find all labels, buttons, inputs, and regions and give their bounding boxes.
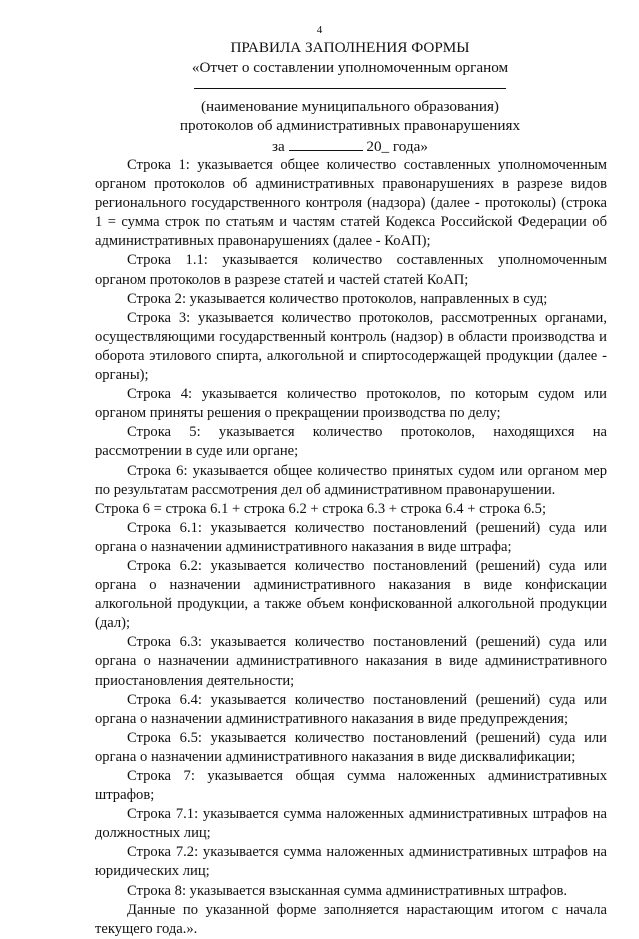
reporting-period	[80, 136, 620, 157]
period-suffix: 20_ года»	[366, 137, 428, 155]
paragraph-row-7-1: Строка 7.1: указывается сумма наложенных административных штрафов на должностных лиц;	[95, 806, 607, 842]
paragraph-row-7-2: Строка 7.2: указывается сумма наложенных административных штрафов на юридических лиц;	[95, 844, 607, 880]
paragraph-row-6-2: Строка 6.2: указывается количество постановлений (решений) суда или органа о назначении административного наказания в виде конфискации алкогольной продукции, а также объем конфискованной алкогольной продукции (дал);	[95, 557, 607, 632]
paragraph-row-6-4: Строка 6.4: указывается количество постановлений (решений) суда или органа о назначении административного наказания в виде предупреждения;	[95, 691, 607, 727]
form-name-line2: протоколов об административных правонарушениях	[179, 117, 521, 135]
form-name-line1: «Отчет о составлении уполномоченным органом	[191, 58, 509, 76]
period-blank	[289, 136, 363, 151]
paragraph-row-1: Строка 1: указывается общее количество составленных уполномоченным органом протоколов об административных правонарушениях в разрезе видов регионального государственного контроля (надзора) (далее - протоколы) (строка 1 = сумма строк по статьям и частям статей Кодекса Российской Федерации об административных правонарушениях (далее - КоАП);	[95, 157, 607, 250]
paragraph-row-5: Строка 5: указывается количество протоколов, находящихся на рассмотрении в суде или органе;	[95, 424, 607, 460]
paragraph-row-6-3: Строка 6.3: указывается количество постановлений (решений) суда или органа о назначении административного наказания в виде административного приостановления деятельности;	[95, 634, 607, 689]
paragraph-row-6-5: Строка 6.5: указывается количество постановлений (решений) суда или органа о назначении административного наказания в виде дисквалификации;	[95, 729, 607, 765]
paragraph-row-3: Строка 3: указывается количество протоколов, рассмотренных органами, осуществляющими государственный контроль (надзор) в области производства и оборота этилового спирта, алкогольной и спиртосодержащей продукции (далее - органы);	[95, 309, 607, 384]
paragraph-row-1-1: Строка 1.1: указывается количество составленных уполномоченным органом протоколов в разрезе статей и частей статей КоАП;	[95, 252, 607, 288]
paragraph-row-8: Строка 8: указывается взысканная сумма административных штрафов.	[127, 882, 568, 899]
paragraph-row-6-formula: Строка 6 = строка 6.1 + строка 6.2 + строка 6.3 + строка 6.4 + строка 6.5;	[95, 500, 546, 517]
municipality-caption: (наименование муниципального образования)	[201, 97, 499, 115]
paragraph-row-7: Строка 7: указывается общая сумма наложенных административных штрафов;	[95, 768, 607, 804]
instructions-body	[95, 156, 607, 939]
page-number: 4	[316, 24, 323, 36]
period-prefix: за	[272, 137, 285, 155]
paragraph-closing-note: Данные по указанной форме заполняется нарастающим итогом с начала текущего года.».	[95, 901, 607, 937]
paragraph-row-2: Строка 2: указывается количество протоколов, направленных в суд;	[127, 290, 548, 307]
document-title: ПРАВИЛА ЗАПОЛНЕНИЯ ФОРМЫ	[230, 39, 470, 56]
municipality-blank-line	[194, 69, 506, 89]
paragraph-row-4: Строка 4: указывается количество протоколов, по которым судом или органом приняты решения о прекращении производства по делу;	[95, 386, 607, 422]
document-header	[80, 38, 620, 157]
paragraph-row-6-1: Строка 6.1: указывается количество постановлений (решений) суда или органа о назначении административного наказания в виде штрафа;	[95, 519, 607, 555]
paragraph-row-6: Строка 6: указывается общее количество принятых судом или органом мер по результатам рассмотрения дел об административном правонарушении.	[95, 462, 607, 498]
